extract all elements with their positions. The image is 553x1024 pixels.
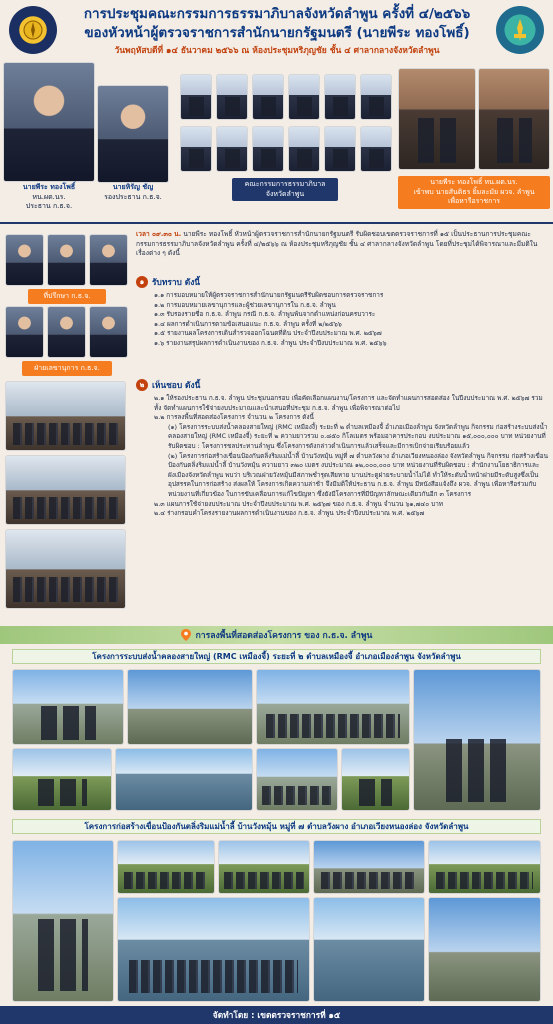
governor-visit-caption <box>398 176 550 209</box>
section-1-title: รับทราบ ดังนี้ <box>152 277 201 287</box>
project-1-title: โครงการระบบส่งน้ำคลองสายใหญ่ (RMC เหมืองจี้) ระยะที่ ๒ ตำบลเหมืองจี้ อำเภอเมืองลำพูน จังหวัดลำพูน <box>12 649 541 664</box>
vice-chair-caption <box>97 183 169 202</box>
chair-caption <box>3 183 95 212</box>
committee-member-photo <box>216 74 248 120</box>
page-title-line2: ของหัวหน้าผู้ตรวจราชการสำนักนายกรัฐมนตรี (นายพีระ ทองโพธิ์) <box>84 25 470 41</box>
project-2-photo <box>117 840 215 894</box>
advisors-label: ที่ปรึกษา ก.ธ.จ. <box>28 289 106 304</box>
committee-caption-line2: จังหวัดลำพูน <box>265 189 305 198</box>
committee-member-photo <box>324 74 356 120</box>
meeting-room-photo-3 <box>5 529 126 609</box>
section-2-list <box>136 394 548 519</box>
project-1-photo <box>256 748 338 811</box>
governor-visit-photo-1 <box>398 68 476 170</box>
committee-member-photo <box>252 74 284 120</box>
project-1-photo <box>127 669 253 745</box>
committee-photo-grid <box>178 70 394 176</box>
project-1-photo <box>12 669 124 745</box>
project-1-photo <box>115 748 253 811</box>
intro-text: นายพีระ ทองโพธิ์ หัวหน้าผู้ตรวจราชการสำนักนายกรัฐมนตรี รับผิดชอบเขตตรวจราชการที่ ๑๕ เป็นประธานการประชุมคณะกรรมการธรรมาภิบาลจังหวัดลำพูน ครั้งที่ ๔/๒๕๖๖ ณ ห้องประชุมหริภุญชัย ชั้น ๔ ศาลากลางจังหวัดลำพูน โดยที่ประชุมได้พิจารณาและมีมติในเรื่องต่าง ๆ ดังนี้ <box>136 230 538 258</box>
section-1-heading <box>136 275 548 289</box>
visit-caption-line3: เพื่อหารือราชการ <box>447 197 501 205</box>
project-2-photo <box>117 897 310 1002</box>
vice-chair-role: รองประธาน ก.ธ.จ. <box>104 192 162 201</box>
secretariat-label: ฝ่ายเลขานุการ ก.ธ.จ. <box>22 361 112 376</box>
project-1-photo <box>413 669 541 811</box>
chair-role-1: หน.ผต.นร. <box>32 192 66 201</box>
committee-member-photo <box>288 126 320 172</box>
project-2-photo <box>428 840 541 894</box>
project-2-photo <box>313 897 425 1002</box>
governor-visit-photo-2 <box>478 68 550 170</box>
meeting-room-photo-1 <box>5 381 126 451</box>
visit-caption-line2: เข้าพบ นายสันติธร ยิ้มละมัย ผวจ. ลำพูน <box>413 187 535 196</box>
meeting-date: วันพฤหัสบดีที่ ๑๔ ธันวาคม ๒๕๖๖ ณ ห้องประชุมหริภุญชัย ชั้น ๔ ศาลากลางจังหวัดลำพูน <box>114 46 440 56</box>
project-2-photo <box>428 897 541 1002</box>
visit-caption-line1: นายพีระ ทองโพธิ์ หน.ผต.นร. <box>430 178 518 186</box>
chair-portrait-photo <box>3 62 95 182</box>
project-1-photo <box>12 748 112 811</box>
section-2-number: ๒ <box>136 379 148 391</box>
government-seal-logo <box>9 6 57 54</box>
list-item: ๑.๔ ผลการดำเนินการตามข้อเสนอแนะ ก.ธ.จ. ลำพูน ครั้งที่ ๒/๒๕๖๖ <box>154 319 342 328</box>
meeting-room-photo-2 <box>5 455 126 525</box>
field-visit-banner <box>0 626 553 644</box>
chair-name: นายพีระ ทองโพธิ์ <box>22 183 76 191</box>
section-divider <box>0 222 553 224</box>
header-title-block <box>70 5 484 58</box>
vice-chair-name: นายหิรัญ ชัญ <box>112 183 154 191</box>
list-item: ๑.๑ การมอบหมายให้ผู้ตรวจราชการสำนักนายกรัฐมนตรีรับผิดชอบการตรวจราชการ <box>154 291 384 299</box>
map-pin-icon <box>181 629 191 641</box>
secretariat-photo <box>47 306 86 358</box>
list-item: (๑) โครงการระบบส่งน้ำคลองสายใหญ่ (RMC เหมืองงี้) ระยะที่ ๒ ตำบลเหมืองจี้ อำเภอเมืองลำพูน จังหวัดลำพูน กิจกรรม ก่อสร้างระบบส่งน้ำคลองสายใหญ่ (RMC เหมืองจี้) ระยะที่ ๒ ความยาวรวม ๐.๘๕๐ กิโลเมตร พร้อมอาคารประกอบ งบประมาณ ๑๕,๐๐๐,๐๐๐ บาท หน่วยงานที่รับผิดชอบ : โครงการชลประทานลำพูน ซึ่งโครงการดังกล่าวดำเนินการแล้วเสร็จและมีการเบิกจ่ายเรียบร้อยแล้ว <box>168 422 548 450</box>
secretariat-photo <box>5 306 44 358</box>
intro-time: เวลา ๐๙.๓๐ น. <box>136 230 182 238</box>
list-item: (๒) โครงการก่อสร้างเขื่อนป้องกันตลิ่งริมแม่น้ำลี้ บ้านวังหมุ้น หมู่ที่ ๗ ตำบลวังผาง อำเภอเวียงหนองล่อง จังหวัดลำพูน กิจกรรม ก่อสร้างเขื่อนป้องกันตลิ่งริมแม่น้ำลี้ บ้านวังหมุ้น ความยาว ๓๒๐ เมตร งบประมาณ ๑๒,๐๐๐,๐๐๐ บาท หน่วยงานที่รับผิดชอบ : สำนักงานโยธาธิการและผังเมืองจังหวัดลำพูน พบว่า บริเวณฝายวังหมุ้นมีสภาพชำรุดเสียหาย บานประตูฝายระบายน้ำไม่ได้ ทำให้ระดับน้ำหน้าฝายมีระดับสูงซึ่งเป็นอุปสรรคในการก่อสร้าง ส่งผลให้ โครงการเกิดความล่าช้า จึงมีมติให้ประธาน ก.ธ.จ. ลำพูน มีหนังสือแจ้งถึง ผวจ. ลำพูน เพื่อหารือร่วมกับ หน่วยงานที่เกี่ยวข้อง ในการขับเคลื่อนการแก้ไขปัญหา ซึ่งยังมีโครงการที่มีปัญหาลักษณะเดียวกันอีก ๓ โครงการ <box>168 451 548 498</box>
list-item: ๒.๒ การลงพื้นที่สอดส่องโครงการ จำนวน ๒ โครงการ ดังนี้ <box>154 413 314 422</box>
list-item: ๑.๒ การมอบหมายเลขานุการและผู้ช่วยเลขานุการใน ก.ธ.จ. ลำพูน <box>154 300 336 309</box>
committee-caption <box>232 178 338 201</box>
project-2-photo <box>313 840 425 894</box>
field-visit-banner-text: การลงพื้นที่สอดส่องโครงการ ของ ก.ธ.จ. ลำพูน <box>195 631 373 641</box>
project-2-title: โครงการก่อสร้างเขื่อนป้องกันตลิ่งริมแม่น้ำลี้ บ้านวังหมุ้น หมู่ที่ ๗ ตำบลวังผาง อำเภอเวียงหนองล่อง จังหวัดลำพูน <box>12 819 541 834</box>
list-item: ๒.๓ แผนการใช้จ่ายงบประมาณ ประจำปีงบประมาณ พ.ศ. ๒๕๖๗ ของ ก.ธ.จ. ลำพูน จำนวน ๖๑,๗๔๐ บาท <box>154 499 444 508</box>
section-1-number: ๑ <box>136 276 148 288</box>
intro-paragraph <box>136 230 548 259</box>
list-item: ๒.๔ ร่างกรอบคำโครงรายงานผลการดำเนินงานของ ก.ธ.จ. ลำพูน ประจำปีงบประมาณ พ.ศ. ๒๕๖๗ <box>154 509 425 518</box>
section-1 <box>136 275 548 349</box>
section-1-list <box>136 291 548 349</box>
list-item: ๑.๓ รับรองรายชื่อ ก.ธ.จ. ลำพูน กรณี ก.ธ.จ. ลำพูนพ้นจากตำแหน่งก่อนครบวาระ <box>154 310 376 319</box>
footer-bar <box>0 1006 553 1024</box>
list-item: ๒.๑ ให้รองประธาน ก.ธ.จ. ลำพูน ประชุมนอกรอบ เพื่อคัดเลือกแผนงาน/โครงการ และจัดทำแผนการสอดส่อง ในปีงบประมาณ พ.ศ. ๒๕๖๗ รวมทั้ง จัดทำแผนการใช้จ่ายงบประมาณและนำเสนอที่ประชุม ก.ธ.จ. ลำพูน เพื่อพิจารณาต่อไป <box>154 394 543 412</box>
section-2 <box>136 378 548 519</box>
chair-role-2: ประธาน ก.ธ.จ. <box>25 202 73 210</box>
vice-chair-portrait-photo <box>97 85 169 183</box>
list-item: ๑.๕ รายงานผลโครงการเดินสำรวจออกโฉนดที่ดิน ประจำปีงบประมาณ พ.ศ. ๒๕๖๗ <box>154 329 382 338</box>
advisor-photo <box>47 234 86 286</box>
committee-member-photo <box>252 126 284 172</box>
project-1-photo <box>256 669 410 745</box>
province-emblem-logo <box>496 6 544 54</box>
section-2-title: เห็นชอบ ดังนี้ <box>152 380 201 390</box>
secretariat-photo <box>89 306 128 358</box>
advisor-photo <box>5 234 44 286</box>
committee-member-photo <box>180 74 212 120</box>
page-title-line1: การประชุมคณะกรรมการธรรมาภิบาลจังหวัดลำพูน ครั้งที่ ๔/๒๕๖๖ <box>83 6 471 22</box>
section-2-heading <box>136 378 548 392</box>
project-1-photo <box>341 748 410 811</box>
committee-member-photo <box>360 74 392 120</box>
committee-member-photo <box>324 126 356 172</box>
project-2-photo <box>218 840 310 894</box>
list-item: ๑.๖ รายงานสรุปผลการดำเนินงานของ ก.ธ.จ. ลำพูน ประจำปีงบประมาณ พ.ศ. ๒๕๖๖ <box>154 338 387 347</box>
advisor-photo <box>89 234 128 286</box>
committee-member-photo <box>180 126 212 172</box>
committee-member-photo <box>360 126 392 172</box>
committee-caption-line1: คณะกรรมการธรรมาภิบาล <box>244 180 326 188</box>
footer-text: จัดทำโดย : เขตตรวจราชการที่ ๑๕ <box>212 1010 341 1020</box>
committee-member-photo <box>216 126 248 172</box>
project-2-photo <box>12 840 114 1002</box>
committee-member-photo <box>288 74 320 120</box>
